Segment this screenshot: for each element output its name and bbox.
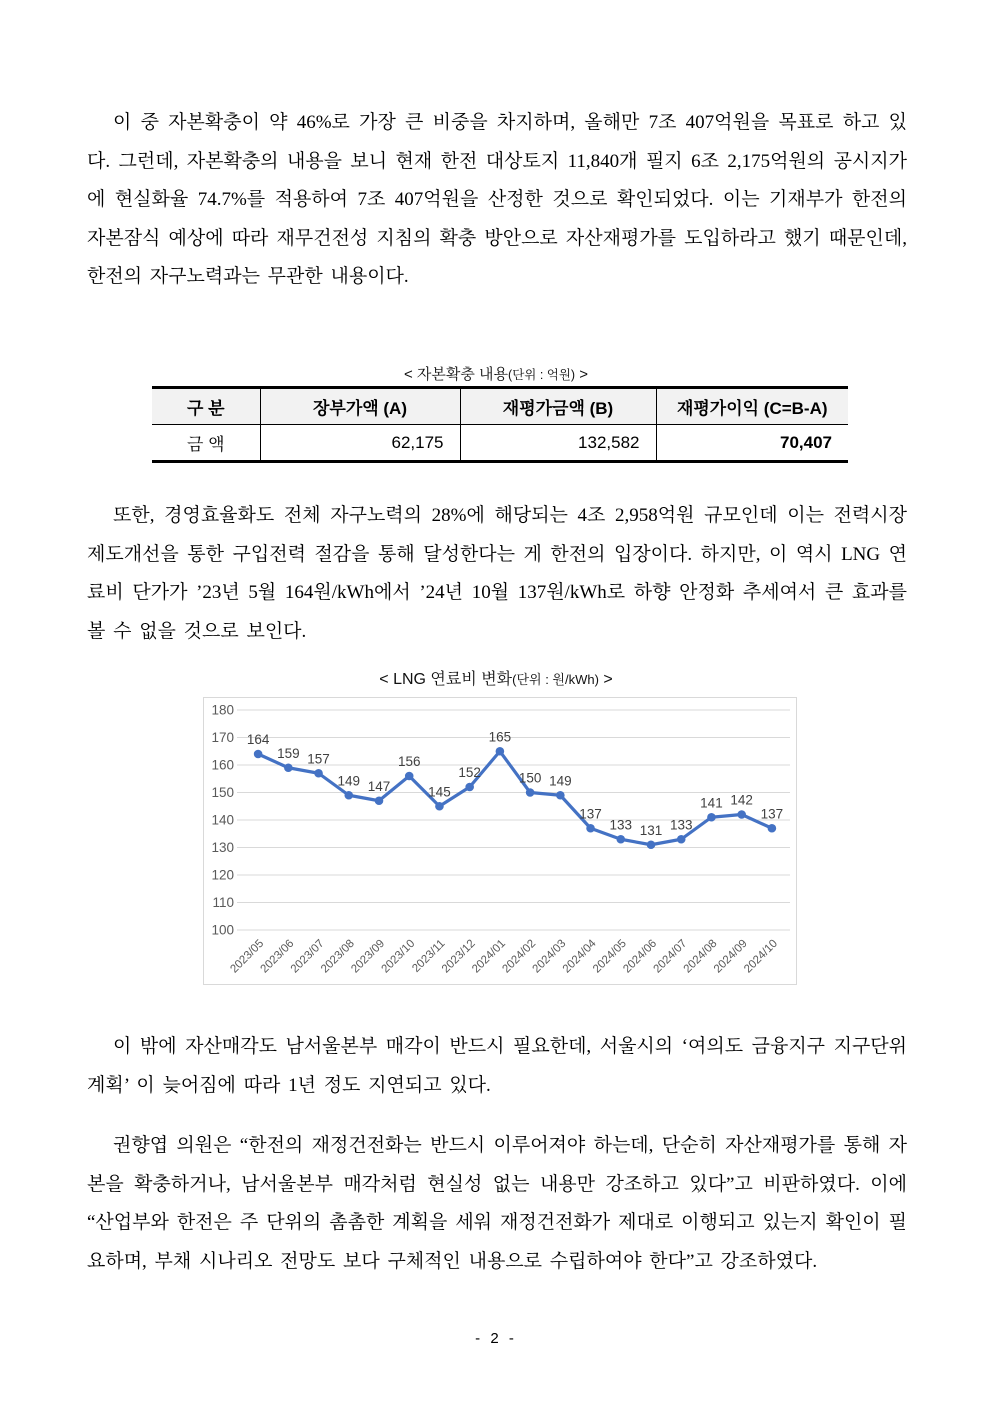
chart-x-tick-label: 2023/10: [379, 937, 418, 976]
chart-point: [707, 813, 716, 822]
chart-data-label: 137: [579, 806, 602, 822]
chart-point: [254, 750, 263, 759]
chart-x-tick-label: 2023/08: [319, 937, 357, 976]
paragraph-efficiency: 또한, 경영효율화도 전체 자구노력의 28%에 해당되는 4조 2,958억원 규모인데 이는 전력시장 제도개선을 통한 구입전력 절감을 통해 달성한다는 게 한전의 입장이다. 하지만, 이 역시 LNG 연료비 단가가 ’23년 5월 164원/kWh에서 ’24년 10월 137원/kWh로 하향 안정화 추세여서 큰 효과를 볼 수 없을 것으로 보인다.: [87, 505, 907, 642]
chart-data-label: 131: [639, 822, 663, 838]
chart-x-tick-label: 2024/05: [591, 937, 629, 976]
chart-y-tick-label: 170: [211, 730, 234, 745]
lng-chart-title-unit: (단위 : 원/kWh): [512, 672, 599, 687]
chart-data-label: 137: [760, 806, 784, 822]
chart-data-label: 141: [700, 795, 723, 811]
chart-x-tick-label: 2024/01: [470, 937, 509, 976]
chart-data-label: 165: [488, 729, 512, 745]
chart-point: [375, 796, 384, 805]
chart-point: [284, 763, 293, 772]
capital-table-title: [0, 363, 992, 384]
chart-point: [677, 835, 686, 844]
table-header-revaluation-gain: 재평가이익 (C=B-A): [656, 388, 848, 425]
lng-chart-title: [0, 666, 992, 689]
table-cell-revalued-amount: 132,582: [460, 425, 656, 462]
chart-point: [586, 824, 595, 833]
chart-y-tick-label: 140: [211, 812, 234, 828]
paragraph-asset-sale: 이 밖에 자산매각도 남서울본부 매각이 반드시 필요한데, 서울시의 ‘여의도 금융지구 지구단위계획’ 이 늦어짐에 따라 1년 정도 지연되고 있다.: [87, 1036, 907, 1096]
chart-x-tick-label: 2023/05: [228, 937, 267, 976]
capital-table-title-bracket: >: [575, 366, 589, 383]
chart-data-label: 145: [428, 784, 451, 800]
chart-x-tick-label: 2024/10: [742, 937, 781, 976]
chart-y-tick-label: 180: [211, 702, 234, 718]
chart-x-tick-label: 2024/06: [621, 937, 660, 976]
lng-chart-title-bracket: >: [598, 671, 613, 688]
chart-y-tick-label: 160: [211, 757, 234, 773]
chart-point: [616, 835, 625, 844]
chart-point: [737, 810, 746, 819]
chart-y-tick-label: 110: [212, 895, 234, 910]
chart-data-label: 159: [277, 745, 300, 761]
table-data-row: [152, 425, 848, 462]
page-number: - 2 -: [475, 1330, 517, 1347]
chart-x-tick-label: 2024/02: [500, 937, 539, 976]
chart-x-tick-label: 2024/08: [681, 937, 720, 976]
chart-x-tick-label: 2023/07: [288, 937, 327, 976]
table-header-row: [152, 388, 848, 425]
chart-x-tick-label: 2023/11: [410, 937, 448, 975]
chart-data-label: 164: [246, 732, 270, 747]
chart-y-tick-label: 100: [211, 922, 234, 938]
capital-table-title-unit: (단위 : 억원): [508, 368, 576, 382]
chart-point: [526, 788, 535, 797]
chart-y-tick-label: 150: [211, 785, 234, 800]
capital-table-title-text: < 자본확충 내용: [403, 366, 509, 383]
chart-data-label: 149: [549, 773, 572, 789]
chart-x-tick-label: 2024/03: [530, 937, 569, 976]
chart-point: [768, 824, 777, 833]
chart-data-label: 133: [669, 817, 693, 833]
lng-chart-title-text: < LNG 연료비 변화: [379, 671, 513, 688]
table-cell-row-label: 금 액: [186, 435, 225, 454]
chart-data-label: 156: [397, 754, 421, 769]
table-header-category: 구 분: [152, 388, 260, 425]
chart-data-label: 147: [367, 778, 391, 794]
lng-price-line-chart: [203, 697, 797, 985]
chart-y-tick-label: 130: [211, 840, 234, 855]
chart-x-tick-label: 2024/07: [651, 937, 690, 976]
chart-data-label: 157: [307, 751, 330, 767]
paragraph-capital-increase: 이 중 자본확충이 약 46%로 가장 큰 비중을 차지하며, 올해만 7조 407억원을 목표로 하고 있다. 그런데, 자본확충의 내용을 보니 현재 한전 대상토지 11,840개 필지 6조 2,175억원의 공시지가에 현실화율 74.7%를 적용하여 7조 407억원을 산정한 것으로 확인되었다. 이는 기재부가 한전의 자본잠식 예상에 따라 재무건전성 지침의 확충 방안으로 자산재평가를 도입하라고 했기 때문인데, 한전의 자구노력과는 무관한 내용이다.: [87, 112, 907, 287]
chart-point: [435, 802, 444, 811]
chart-x-tick-label: 2024/09: [711, 937, 750, 976]
chart-data-label: 142: [730, 792, 753, 808]
capital-increase-table: [152, 386, 848, 463]
table-cell-book-value: 62,175: [260, 425, 460, 462]
chart-point: [314, 769, 323, 778]
chart-y-tick-label: 120: [211, 867, 234, 883]
chart-x-tick-label: 2024/04: [560, 937, 599, 976]
chart-x-tick-label: 2023/09: [349, 937, 388, 976]
chart-data-label: 152: [458, 765, 481, 780]
chart-x-tick-label: 2023/06: [258, 937, 297, 976]
table-header-revalued-amount: 재평가금액 (B): [460, 388, 656, 425]
chart-point: [344, 791, 353, 800]
chart-data-label: 150: [518, 770, 542, 786]
chart-x-tick-label: 2023/12: [439, 937, 478, 976]
chart-data-label: 133: [609, 817, 633, 833]
chart-point: [496, 747, 505, 756]
chart-data-label: 149: [337, 773, 361, 789]
chart-point: [556, 791, 565, 800]
chart-point: [647, 840, 656, 849]
chart-point: [405, 772, 414, 781]
table-cell-revaluation-gain: 70,407: [656, 425, 848, 462]
table-header-book-value: 장부가액 (A): [260, 388, 460, 425]
chart-point: [465, 783, 474, 792]
paragraph-lawmaker-comment: 권향엽 의원은 “한전의 재정건전화는 반드시 이루어져야 하는데, 단순히 자산재평가를 통해 자본을 확충하거나, 남서울본부 매각처럼 현실성 없는 내용만 강조하고 있다”고 비판하였다. 이에 “산업부와 한전은 주 단위의 촘촘한 계획을 세워 재정건전화가 제대로 이행되고 있는지 확인이 필요하며, 부채 시나리오 전망도 보다 구체적인 내용으로 수립하여야 한다”고 강조하였다.: [87, 1135, 907, 1272]
